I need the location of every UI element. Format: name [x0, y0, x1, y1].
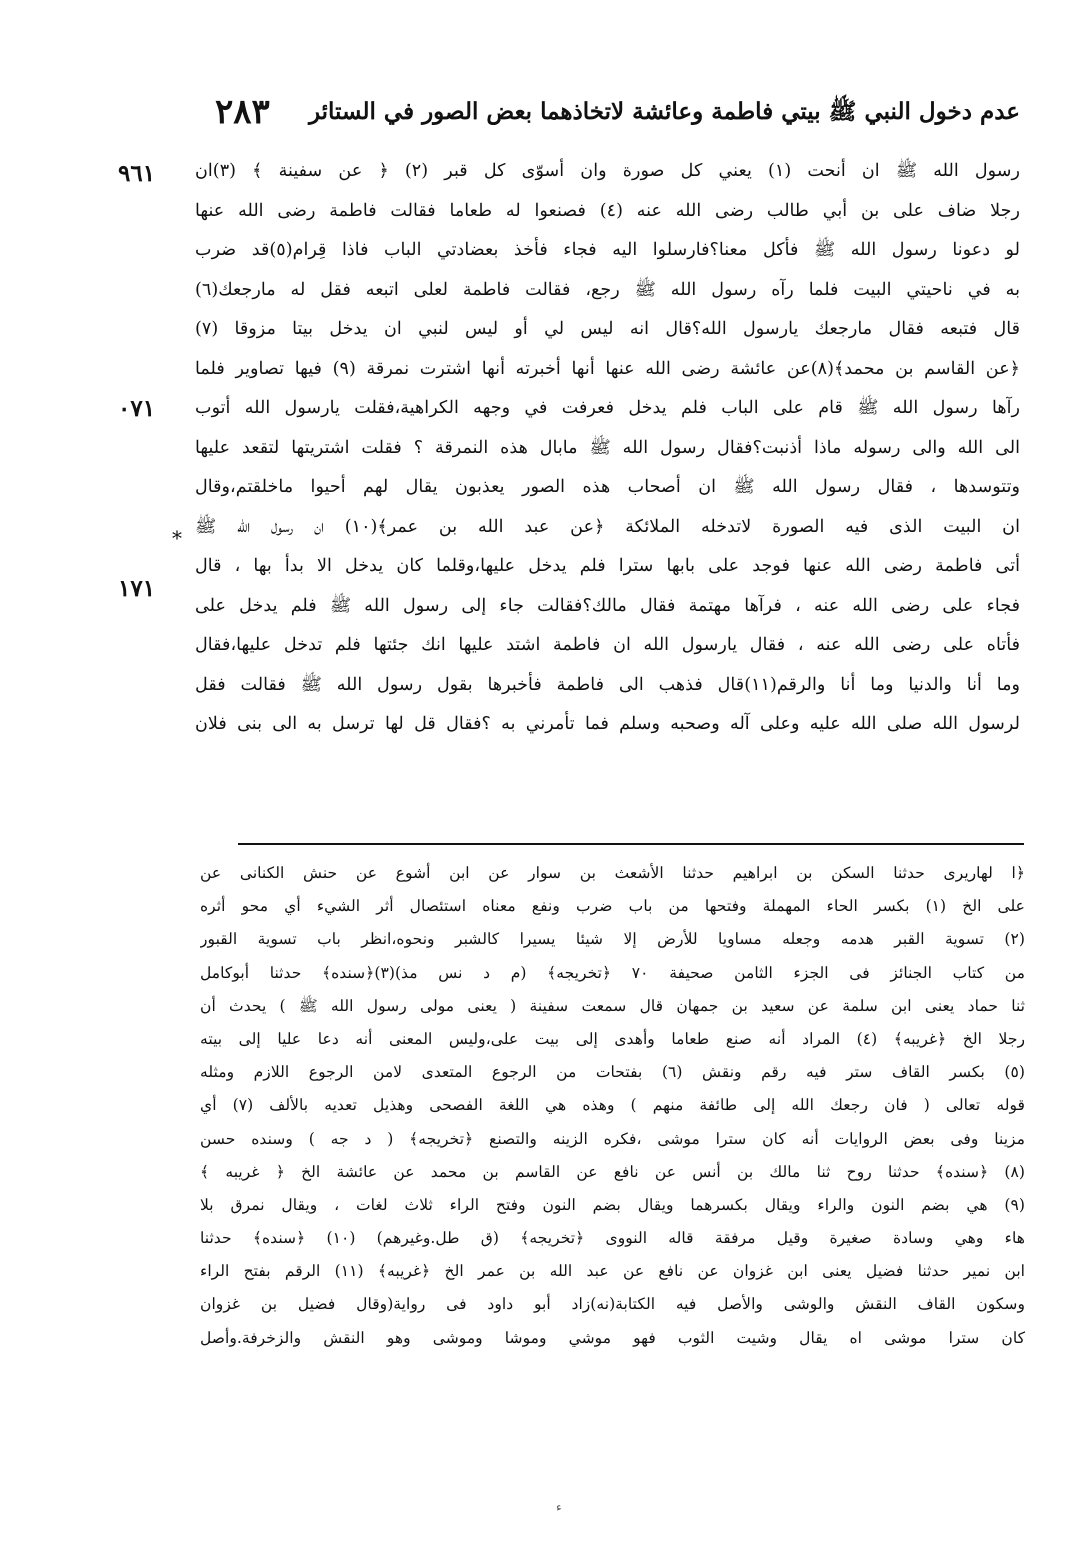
footnote-line: (٥) بكسر القاف ستر فيه رقم ونقش (٦) بفتحات من الرجوع المتعدى لامن الرجوع اللازم ومثله: [200, 1063, 1025, 1082]
footnote-line: (٩) هي بضم النون والراء ويقال بكسرهما ويقال بضم النون وفتح الراء ثلاث لغات ، ويقال نمرق بلا: [200, 1195, 1025, 1214]
hadith-number: ١٧١: [118, 575, 156, 602]
footnotes: [200, 857, 1025, 1355]
text-line: فجاء على رضى الله عنه ، فرآها مهتمة فقال مالك؟فقالت جاء إلى رسول الله ﷺ فلم يدخل على: [195, 595, 1020, 616]
text-line: وما أنا والدنيا وما أنا والرقم(١١)قال فذهب الى فاطمة فأخبرها بقول رسول الله ﷺ فقالت فقل: [195, 674, 1020, 695]
footnote-line: ثنا حماد يعنى ابن سلمة عن سعيد بن جمهان قال سمعت سفينة ( يعنى مولى رسول الله ﷺ ) يحدث أن: [200, 996, 1025, 1015]
footnote-line: وسكون القاف النقش والوشى والأصل فيه الكتابة(نه)زاد أبو داود فى رواية(وقال فضيل بن غزوان: [200, 1295, 1025, 1314]
text-line: به في ناحيتي البيت فلما رآه رسول الله ﷺ رجع، فقالت فاطمة لعلى اتبعه فقل له مارجعك(٦): [195, 279, 1020, 300]
footnote-line: ابن نمير حدثنا فضيل يعنى ابن غزوان عن نافع عن عبد الله بن عمر الخ ﴿غريبه﴾ (١١) الرقم بفتح الراء: [200, 1262, 1025, 1281]
text-line: رسول الله ﷺ ان أنحت (١) يعني كل صورة وان أسوّى كل قبر (٢) ﴿ عن سفينة ﴾ (٣)ان: [195, 161, 1020, 181]
footnote-line: من كتاب الجنائز فى الجزء الثامن صحيفة ٧٠ ﴿تخريجه﴾ (م د نس مذ)(٣)﴿سنده﴾ حدثنا أبوكامل: [200, 963, 1025, 982]
text-line: قال فتبعه فقال مارجعك يارسول الله؟قال انه ليس لي أو ليس لنبي ان يدخل بيتا مزوقا (٧): [195, 319, 1020, 339]
text-line: رآها رسول الله ﷺ قام على الباب فلم يدخل فعرفت في وجهه الكراهية،فقلت يارسول الله أتوب: [195, 398, 1020, 418]
hadith-number: ٠٧١: [118, 395, 156, 422]
margin-star-mark: *: [172, 526, 182, 550]
text-line: الى الله والى رسوله ماذا أذنبت؟فقال رسول الله ﷺ مابال هذه النمرقة ؟ فقلت اشتريتها لتقعد عليها: [195, 437, 1020, 458]
footnote-line: مزينا وفى بعض الروايات أنه كان سترا موشى ،فكره الزينه والتصنع ﴿تخريجه﴾ ( د جه ) وسنده حسن: [200, 1129, 1025, 1148]
hadith-number: ٩٦١: [118, 160, 156, 187]
footnote-line: كان سترا موشى اه يقال وشيت الثوب فهو موشي وموشا وموشى وهو النقش والزخرفة.وأصل: [200, 1328, 1025, 1347]
text-line: رجلا ضاف على بن أبي طالب رضى الله عنه (٤) فصنعوا له طعاما فقالت فاطمة رضى الله عنها: [195, 200, 1020, 221]
footnote-line: (٢) تسوية القبر هدمه وجعله مساويا للأرض إلا شيئا يسيرا كالشبر ونحوه،انظر باب تسوية القبور: [200, 930, 1025, 949]
text-line: ﴿عن القاسم بن محمد﴾(٨)عن عائشة رضى الله عنها أنها أخبرته أنها اشترت نمرقة (٩) فيها تصاوير فلما: [195, 358, 1020, 379]
text-line: وتتوسدها ، فقال رسول الله ﷺ ان أصحاب هذه الصور يعذبون يقال لهم أحيوا ماخلقتم،وقال: [195, 477, 1020, 497]
text-line: ان البيت الذى فيه الصورة لاتدخله الملائكة ﴿عن عبد الله بن عمر﴾(١٠) ان رسول الله ﷺ: [195, 516, 1020, 537]
footnote-line: على الخ (١) بكسر الحاء المهملة وفتحها من باب ضرب ونفع معناه استئصال أثر الشيء أي محو أثره: [200, 897, 1025, 916]
footnote-line: قوله تعالى ( فان رجعك الله إلى طائفة منهم ) وهذه هي اللغة الفصحى وهذيل تعديه بالألف (٧) أي: [200, 1096, 1025, 1115]
text-line: لو دعونا رسول الله ﷺ فأكل معنا؟فارسلوا اليه فجاء فأخذ بعضادتي الباب فاذا قِرام(٥)قد ضرب: [195, 240, 1020, 260]
text-line: أتى فاطمة رضى الله عنها فوجد على بابها سترا فلم يدخل عليها،وقلما كان يدخل الا بدأ بها ، قال: [195, 556, 1020, 576]
print-mark: ء: [556, 1500, 562, 1514]
footnote-line: (٨) ﴿سنده﴾ حدثنا روح ثنا مالك بن أنس عن نافع عن القاسم بن محمد عن عائشة الخ ﴿ غريبه ﴾: [200, 1162, 1025, 1181]
text-line: فأتاه على رضى الله عنه ، فقال يارسول الله ان فاطمة اشتد عليها انك جئتها فلم تدخل عليها،فقال: [195, 635, 1020, 655]
text-line: لرسول الله صلى الله عليه وعلى آله وصحبه وسلم فما تأمرني به ؟فقال قل لها ترسل به الى بنى فلان: [195, 714, 1020, 734]
page-header: [200, 94, 1020, 134]
footnote-line: هاء وهي وسادة صغيرة وقيل مرفقة قاله النووى ﴿تخريجه﴾ (ق طل.وغيرهم) (١٠) ﴿سنده﴾ حدثنا: [200, 1229, 1025, 1248]
footnote-divider: [238, 843, 1024, 845]
footnote-line: ﴿ا لهاريرى حدثنا السكن بن ابراهيم حدثنا الأشعث بن سوار عن ابن أشوع عن حنش الكنانى عن: [200, 864, 1025, 882]
footnote-line: رجلا الخ ﴿غريبه﴾ (٤) المراد أنه صنع طعاما وأهدى إلى بيت على،وليس المعنى أنه دعا عليا إلى بيته: [200, 1029, 1025, 1048]
page-number: ٢٨٣: [215, 92, 270, 132]
main-text: [195, 152, 1020, 745]
chapter-title: عدم دخول النبي ﷺ بيتي فاطمة وعائشة لاتخاذهما بعض الصور في الستائر: [308, 98, 1020, 125]
